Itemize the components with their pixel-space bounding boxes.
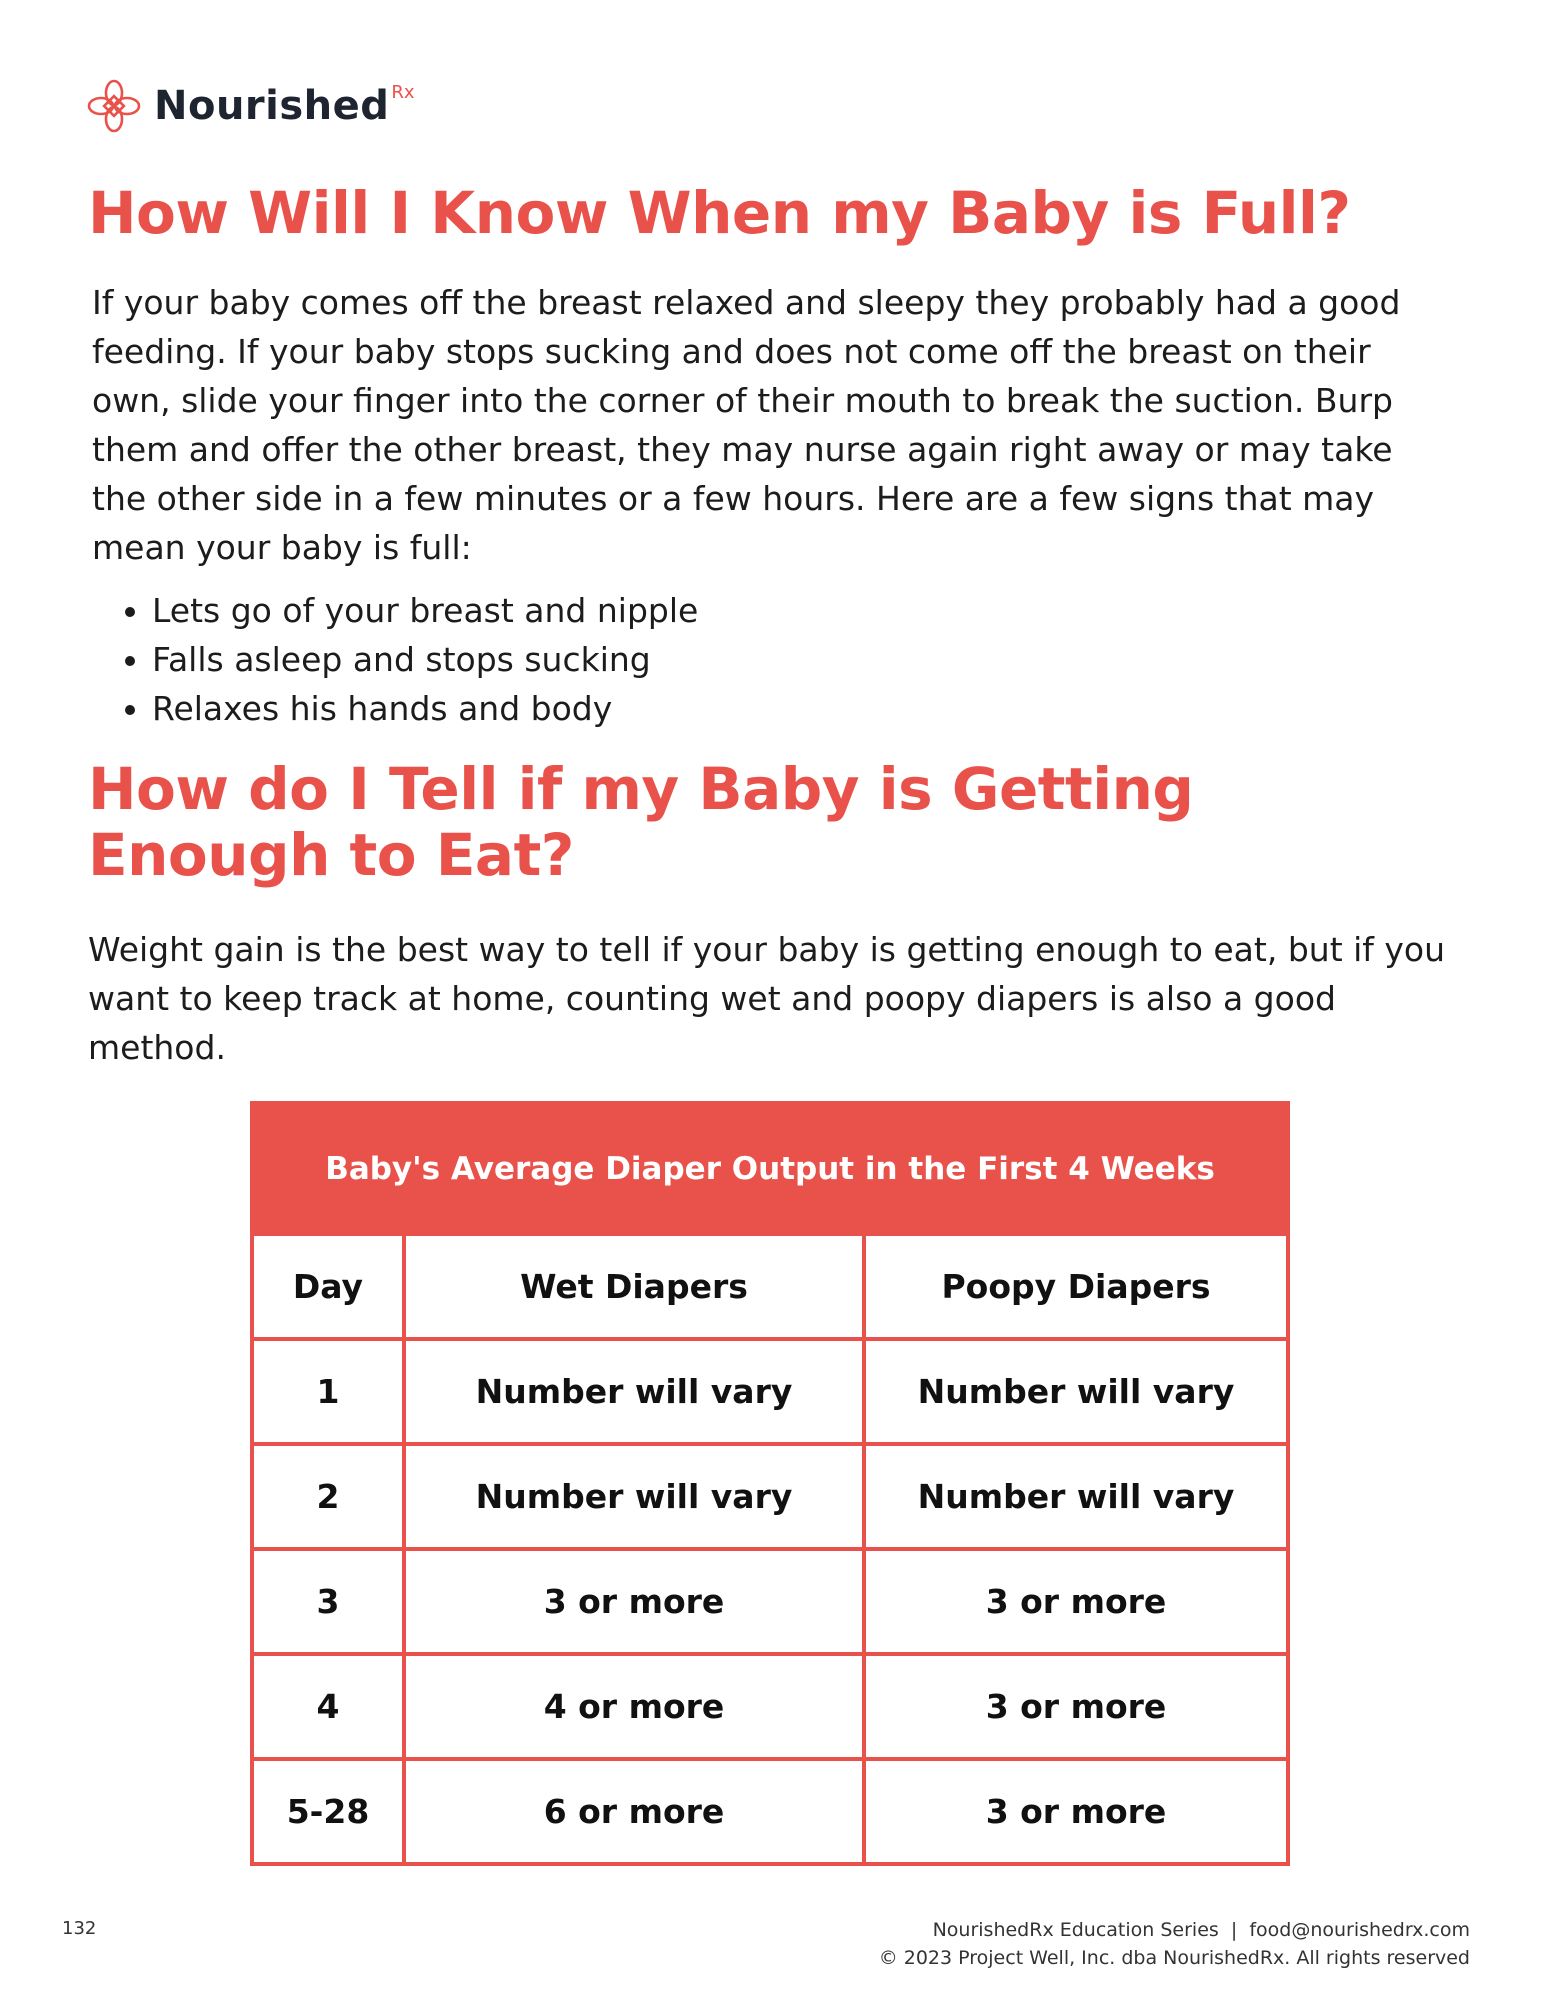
section-title-enough-to-eat: How do I Tell if my Baby is Getting Enough to Eat? xyxy=(88,755,1194,889)
table-cell-poopy: 3 or more xyxy=(864,1549,1288,1654)
brand-name: Nourished xyxy=(154,83,390,129)
brand-logo xyxy=(86,78,415,134)
list-item: • Lets go of your breast and nipple xyxy=(152,586,698,635)
table-cell-day: 4 xyxy=(252,1654,404,1759)
brand-suffix: Rx xyxy=(391,82,415,103)
table-cell-poopy: 3 or more xyxy=(864,1654,1288,1759)
section-paragraph-enough-to-eat: Weight gain is the best way to tell if your baby is getting enough to eat, but if you want to keep track at home, counting wet and poopy diapers is also a good method. xyxy=(88,930,1446,1067)
table-row xyxy=(252,1339,1288,1444)
diaper-output-table-container xyxy=(250,1101,1286,1866)
table-cell-poopy: Number will vary xyxy=(864,1444,1288,1549)
fullness-signs-list xyxy=(92,586,698,733)
table-caption: Baby's Average Diaper Output in the First 4 Weeks xyxy=(252,1103,1288,1234)
table-cell-day: 5-28 xyxy=(252,1759,404,1864)
table-cell-wet: Number will vary xyxy=(404,1339,864,1444)
list-item: • Falls asleep and stops sucking xyxy=(152,635,698,684)
table-cell-wet: 3 or more xyxy=(404,1549,864,1654)
table-cell-wet: 4 or more xyxy=(404,1654,864,1759)
table-cell-poopy: 3 or more xyxy=(864,1759,1288,1864)
table-cell-day: 3 xyxy=(252,1549,404,1654)
table-cell-wet: Number will vary xyxy=(404,1444,864,1549)
table-row xyxy=(252,1654,1288,1759)
table-cell-poopy: Number will vary xyxy=(864,1339,1288,1444)
footer-copyright: © 2023 Project Well, Inc. dba NourishedRx. All rights reserved xyxy=(878,1947,1470,1969)
table-caption-row xyxy=(252,1103,1288,1234)
column-header-wet-diapers: Wet Diapers xyxy=(404,1234,864,1339)
table-row xyxy=(252,1444,1288,1549)
table-row xyxy=(252,1759,1288,1864)
column-header-poopy-diapers: Poopy Diapers xyxy=(864,1234,1288,1339)
flower-logo-icon xyxy=(86,78,142,134)
footer-credits xyxy=(879,1916,1470,1972)
section-paragraph-baby-full: If your baby comes off the breast relaxed and sleepy they probably had a good feeding. If your baby stops sucking and does not come off the breast on their own, slide your finger into the corner of their mouth to break the suction. Burp them and offer the other breast, they may nurse again right away or may take the other side in a few minutes or a few hours. Here are a few signs that may mean your baby is full: xyxy=(92,283,1401,567)
section-title-baby-full: How Will I Know When my Baby is Full? xyxy=(88,179,1351,247)
column-header-day: Day xyxy=(252,1234,404,1339)
table-header-row xyxy=(252,1234,1288,1339)
table-row xyxy=(252,1549,1288,1654)
table-cell-day: 1 xyxy=(252,1339,404,1444)
page-number: 132 xyxy=(62,1918,97,1939)
table-cell-day: 2 xyxy=(252,1444,404,1549)
footer-series-line: NourishedRx Education Series | food@nourishedrx.com xyxy=(932,1919,1470,1941)
table-cell-wet: 6 or more xyxy=(404,1759,864,1864)
list-item: • Relaxes his hands and body xyxy=(152,684,698,733)
diaper-output-table xyxy=(250,1101,1290,1866)
